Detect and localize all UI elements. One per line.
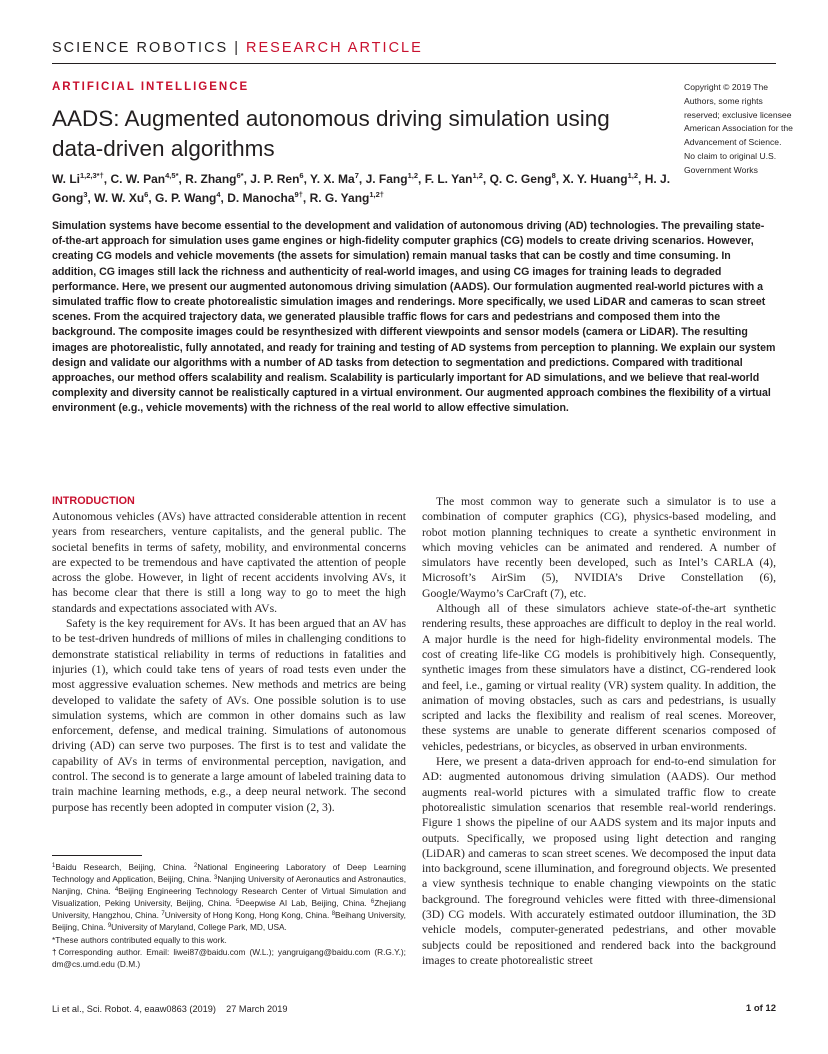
author-affiliation: 6* bbox=[236, 171, 244, 180]
article-category: ARTIFICIAL INTELLIGENCE bbox=[52, 81, 250, 93]
author-name: J. Fang$^{1,2}$ bbox=[365, 171, 419, 186]
affiliation-text: Beihang University, Beijing, China. bbox=[52, 910, 406, 933]
author-affiliation: 4,5* bbox=[165, 171, 179, 180]
author-affiliation: 6 bbox=[299, 171, 304, 180]
equal-contribution-note: *These authors contributed equally to this work. bbox=[52, 934, 227, 945]
author-affiliation: 7 bbox=[354, 171, 359, 180]
author-name: H. J. Gong$^3$ bbox=[52, 172, 671, 205]
corresponding-author-note: †Corresponding author. Email: liwei87@baidu.com (W.L.); yangruigang@baidu.com (R.G.Y.); dm@cs.umd.edu (D.M.) bbox=[52, 946, 406, 969]
body-paragraph: Safety is the key requirement for AVs. It has been argued that an AV has to be test-driven hundreds of millions of miles in challenging conditions to demonstrate statistical reliability in terms of reductions in fatalities and injuries (1), which could take tens of years of road tests even under the most aggressive evaluation schemes. New methods and metrics are being developed to validate the safety of AVs. One possible solution is to use simulation systems, which are common in other domains such as law enforcement, defense, and medical training. Simulations of autonomous driving (AD) can serve two purposes. The first is to test and validate the capability of AVs in terms of environmental perception, navigation, and control. The second is to generate a large amount of labeled training data to train machine learning methods, e.g., a deep neural network. The second purpose has recently been adopted in computer vision (2, 3). bbox=[52, 617, 406, 814]
affiliation-text: Beijing Engineering Technology Research Center of Virtual Simulation and Visualization, Peking University, Beijing, China. bbox=[52, 886, 406, 909]
author-name: X. Y. Huang$^{1,2}$ bbox=[562, 171, 639, 186]
affiliation-text: Zhejiang University, Hangzhou, China. bbox=[52, 898, 407, 921]
author-affiliation: 1,2 bbox=[472, 171, 483, 180]
affiliation-text: National Engineering Laboratory of Deep Learning Technology and Application, Beijing, China. bbox=[52, 862, 406, 885]
journal-header bbox=[52, 40, 776, 70]
page-number: 1 of 12 bbox=[745, 1003, 776, 1014]
affiliation-text: Deepwise AI Lab, Beijing, China. bbox=[239, 898, 371, 909]
affiliation-text: University of Hong Kong, Hong Kong, China. bbox=[164, 910, 332, 921]
journal-name: SCIENCE ROBOTICS bbox=[52, 40, 229, 56]
footnote-rule bbox=[52, 855, 142, 856]
section-heading-introduction: INTRODUCTION bbox=[52, 495, 135, 507]
footer-citation: Li et al., Sci. Robot. 4, eaaw0863 (2019) 27 March 2019 bbox=[52, 1004, 288, 1014]
body-paragraph: The most common way to generate such a simulator is to use a combination of computer graphics (CG), physics-based modeling, and robot motion planning techniques to create a synthetic environment in which moving vehicles can be animated and rendered. A number of simulators have recently been developed, such as Intel’s CARLA (4), Microsoft’s AirSim (5), NVIDIA’s Drive Constellation (6), Google/Waymo’s CarCraft (7), etc. bbox=[422, 495, 776, 600]
abstract: Simulation systems have become essential to the development and validation of autonomous driving (AD) technologies. The prevailing state-of-the-art approach for simulation uses game engines or high-fidelity computer graphics (CG) models to create driving scenarios. However, creating CG models and vehicle movements (the assets for simulation) remain manual tasks that can be costly and time consuming. In addition, CG images still lack the richness and authenticity of real-world images, and using CG images for training leads to degraded performance. Here, we present our augmented autonomous driving simulation (AADS). Our formulation augmented real-world pictures with a simulated traffic flow to create photorealistic simulation images and renderings. More specifically, we used LiDAR and cameras to scan street scenes. From the acquired trajectory data, we generated plausible traffic flows for cars and pedestrians and composed them into the background. The composite images could be resynthesized with different viewpoints and sensor models (camera or LiDAR). The resulting images are photorealistic, fully annotated, and ready for training and testing of AD systems from perception to planning. We explain our system design and validate our algorithms with a number of AD tasks from detection to segmentation and predictions. Compared with traditional approaches, our method offers scalability and realism. Scalability is particularly important for AD simulations, and we believe that real-world complexity and diversity cannot be realistically captured in a virtual environment. Our augmented approach combines the flexibility of a virtual environment (e.g., vehicle movements) with the richness of the real world to allow effective simulation. bbox=[52, 220, 776, 415]
author-name: F. L. Yan$^{1,2}$ bbox=[424, 171, 483, 186]
author-name: W. W. Xu$^6$ bbox=[94, 190, 149, 205]
author-name: Y. X. Ma$^7$ bbox=[310, 171, 359, 186]
affiliation-number: 7 bbox=[161, 911, 165, 918]
body-paragraph: Although all of these simulators achieve state-of-the-art synthetic rendering results, these approaches are difficult to deploy in the real world. A major hurdle is the need for high-fidelity environmental models. The cost of creating life-like CG models is prohibitively high. Consequently, synthetic images from these simulators have a distinct, CG-rendered look and feel, i.e., gaming or virtual reality (VR) system quality. In addition, the animation of moving obstacles, such as cars and pedestrians, is usually scripted and lacks the flexibility and realism of real scenes. Moreover, these systems are unable to generate different scenarios composed of vehicles, pedestrians, or bicycles, as observed in urban environments. bbox=[422, 602, 776, 753]
author-affiliation: 1,2† bbox=[369, 190, 384, 199]
author-name: G. P. Wang$^4$ bbox=[155, 190, 221, 205]
affiliation-number: 8 bbox=[331, 911, 336, 918]
footnotes bbox=[52, 861, 406, 970]
affiliation-number: 6 bbox=[370, 899, 375, 906]
author-name: C. W. Pan$^{4,5*}$ bbox=[110, 171, 179, 186]
author-name: J. P. Ren$^6$ bbox=[250, 171, 304, 186]
article-type: RESEARCH ARTICLE bbox=[246, 40, 423, 56]
copyright-notice: Copyright © 2019 The Authors, some rights reserved; exclusive licensee American Association for the Advancement of Science. No claim to original U.S. Government Works bbox=[684, 82, 793, 175]
author-name: R. Zhang$^{6*}$ bbox=[185, 171, 244, 186]
affiliation-text: Nanjing University of Aeronautics and Astronautics, Nanjing, China. bbox=[52, 874, 406, 897]
affiliation-number: 3 bbox=[213, 875, 218, 882]
affiliation-text: Baidu Research, Beijing, China. bbox=[55, 862, 194, 872]
header-separator: | bbox=[234, 40, 240, 56]
author-name: Q. C. Geng$^8$ bbox=[489, 171, 556, 186]
left-column bbox=[52, 494, 406, 815]
header-rule bbox=[52, 63, 776, 64]
author-affiliation: 1,2 bbox=[407, 171, 419, 180]
author-affiliation: 8 bbox=[551, 171, 556, 180]
body-paragraph: Here, we present a data-driven approach for end-to-end simulation for AD: augmented autonomous driving simulation (AADS). Our method augments real-world pictures with a simulated traffic flow to create photorealistic simulation scenarios that resemble real-world renderings. Figure 1 shows the pipeline of our AADS system and its major inputs and outputs. Specifically, we proposed using light detection and ranging (LiDAR) and cameras to scan street scenes. We decomposed the input data into background, scene illumination, and foreground objects. We presented a view synthesis technique to enable changing viewpoints on the static background. The foreground vehicles were fitted with three-dimensional (3D) CG models. With accurately estimated outdoor illumination, the 3D vehicle models, computer-generated pedestrians, and other movable subjects could be repositioned and rendered back into the background images to create photorealistic street bbox=[422, 755, 776, 967]
affiliation-number: 4 bbox=[114, 887, 119, 894]
author-affiliation: 1,2,3*† bbox=[80, 171, 104, 180]
affiliation-number: 5 bbox=[235, 899, 240, 906]
author-name: D. Manocha$^{9\dagger}$ bbox=[227, 190, 303, 205]
body-paragraph: Autonomous vehicles (AVs) have attracted considerable attention in recent years from researchers, venture capitalists, and the general public. The societal benefits in terms of safety, mobility, and environmental concerns are expected to be tremendous and have captivated the attention of people across the globe. However, in light of recent accidents involving AVs, it has become clear that there is still a long way to go to meet the high standards and expectations associated with AVs. bbox=[52, 510, 406, 615]
author-affiliation: 3 bbox=[83, 190, 88, 199]
right-column bbox=[422, 494, 776, 968]
affiliation-number: 2 bbox=[193, 863, 198, 869]
author-affiliation: 6 bbox=[144, 190, 149, 199]
author-affiliation: 9† bbox=[294, 190, 303, 199]
author-name: R. G. Yang$^{1,2\dagger}$ bbox=[309, 190, 384, 205]
affiliation-number: 9 bbox=[107, 923, 112, 930]
affiliations bbox=[52, 861, 406, 934]
article-title: AADS: Augmented autonomous driving simulation using data-driven algorithms bbox=[52, 106, 610, 161]
author-name: W. $Li^{1,2,3*\dagger}$ bbox=[52, 171, 104, 186]
author-affiliation: 1,2 bbox=[627, 171, 639, 180]
affiliation-number: 1 bbox=[52, 863, 56, 869]
affiliation-text: University of Maryland, College Park, MD, USA. bbox=[111, 922, 287, 933]
author-list: W. $Li^{1,2,3*\dagger}$, C. W. Pan$^{4,5*}$, R. Zhang$^{6*}$, J. P. Ren$^6$, Y. X. Ma$^7$, J. Fang$^{1,2}$, F. L. Yan$^{1,2}$, Q. C. Geng$^8$, X. Y. Huang$^{1,2}$, H. J. Gong$^3$, W. W. Xu$^6$, G. P. Wang$^4$, D. Manocha$^{9\dagger}$, R. G. Yang$^{1,2\dagger}$ bbox=[52, 171, 671, 205]
author-affiliation: 4 bbox=[216, 190, 221, 199]
